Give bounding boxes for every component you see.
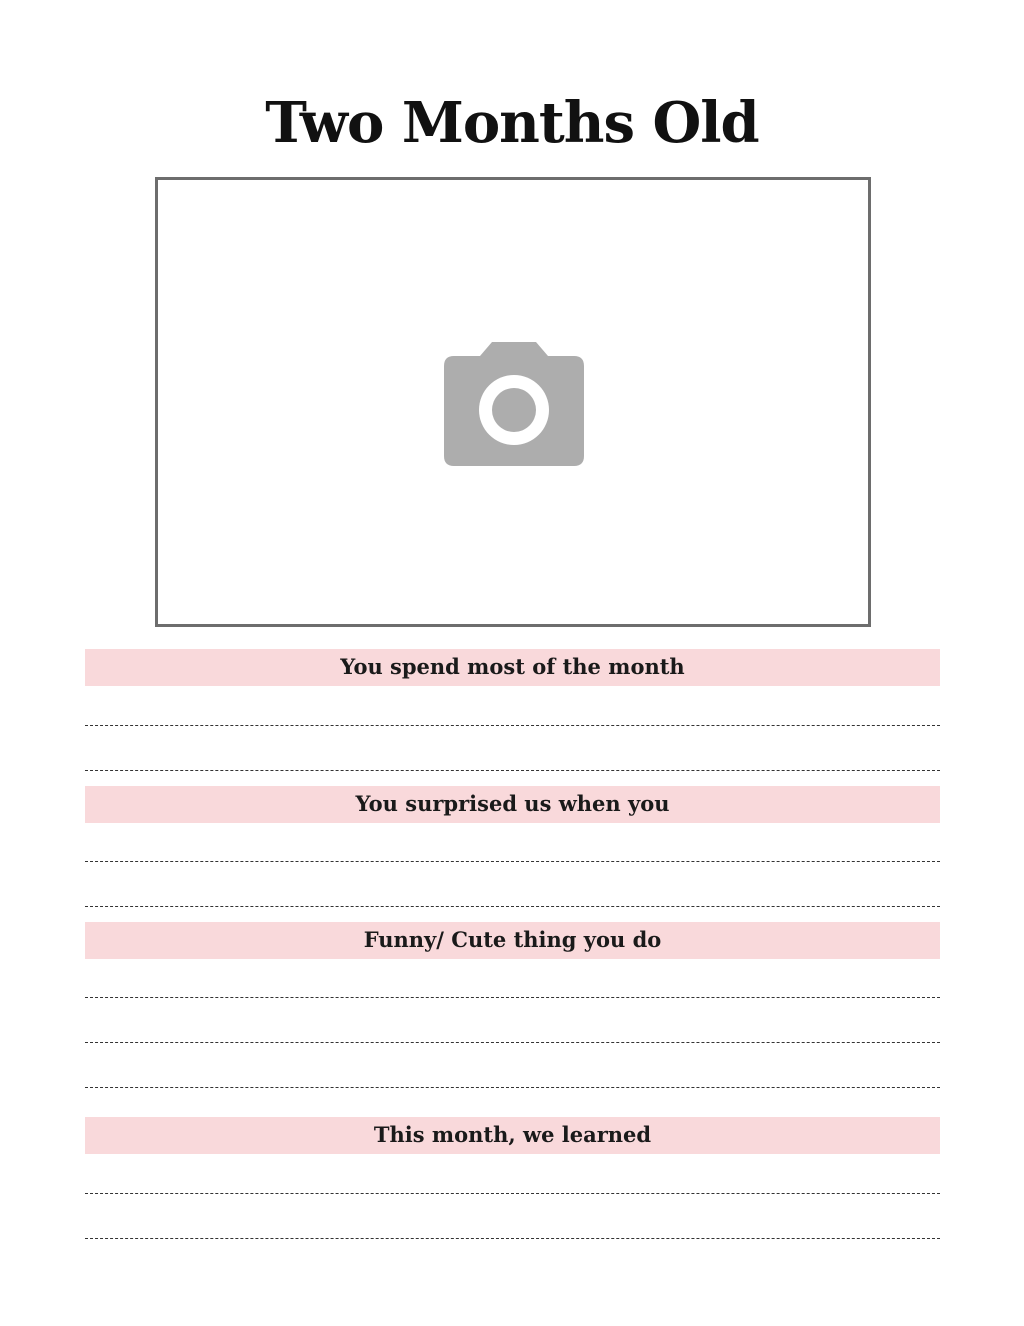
writing-line[interactable] [85,725,940,726]
camera-icon [444,340,584,468]
photo-placeholder[interactable] [155,177,871,627]
writing-line[interactable] [85,1087,940,1088]
section-header-surprised: You surprised us when you [85,786,940,823]
writing-line[interactable] [85,770,940,771]
writing-line[interactable] [85,1042,940,1043]
writing-line[interactable] [85,861,940,862]
writing-line[interactable] [85,1193,940,1194]
writing-line[interactable] [85,1238,940,1239]
section-header-month: You spend most of the month [85,649,940,686]
page-title: Two Months Old [265,90,759,156]
writing-line[interactable] [85,906,940,907]
section-header-learned: This month, we learned [85,1117,940,1154]
section-header-funny: Funny/ Cute thing you do [85,922,940,959]
writing-line[interactable] [85,997,940,998]
